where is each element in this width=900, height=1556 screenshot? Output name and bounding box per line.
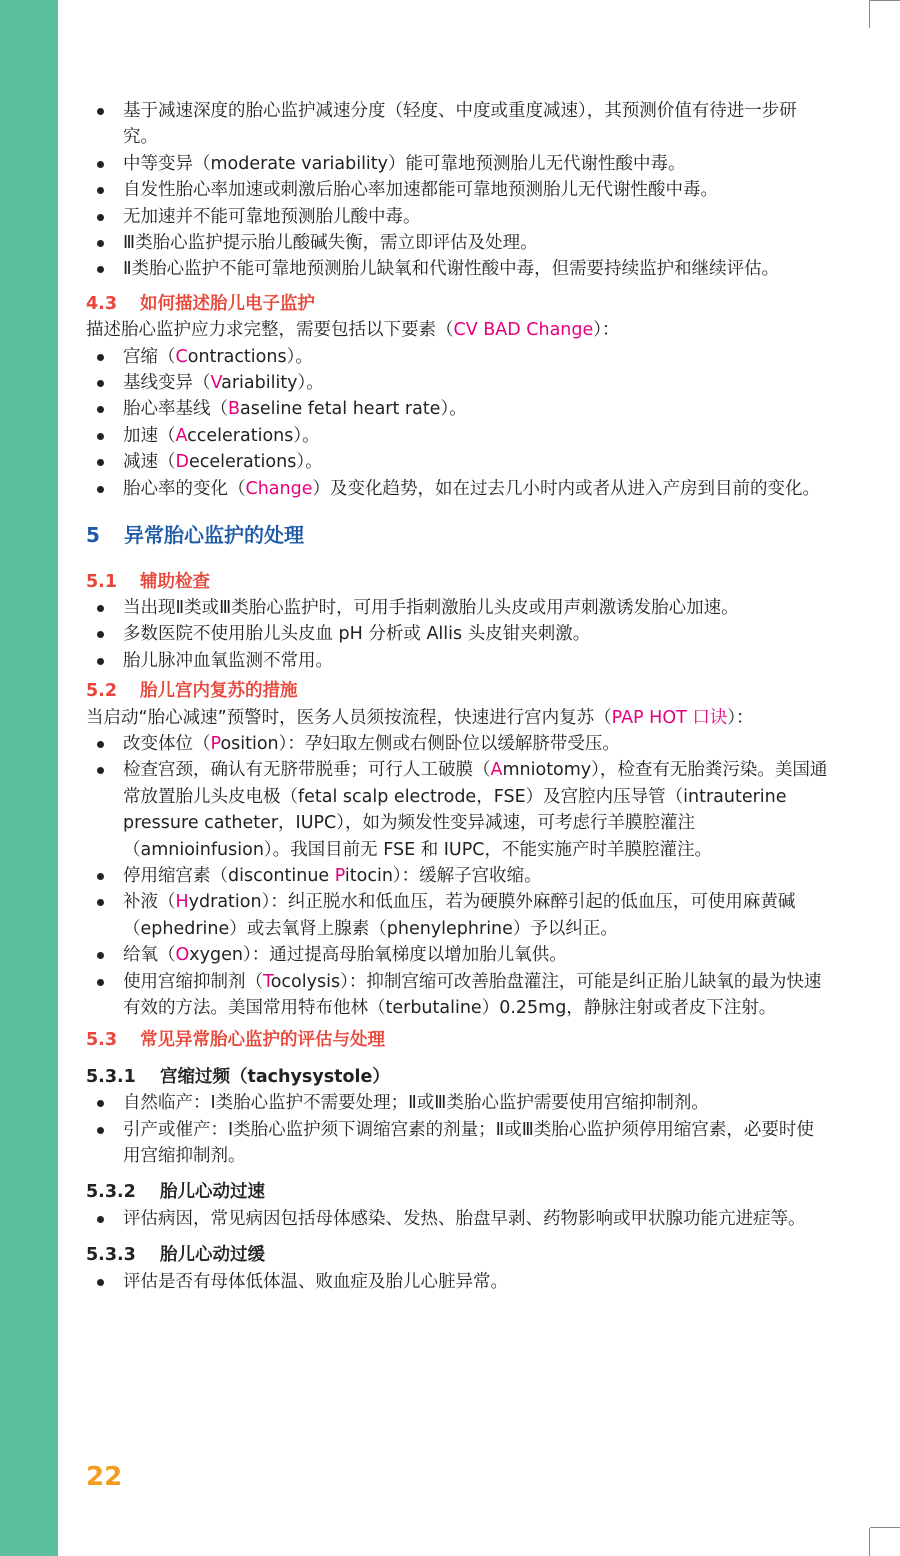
list-item: 加速（Accelerations）。 [86,423,828,449]
crop-mark [869,0,870,28]
section-number: 5.1 [86,571,118,592]
list-item: 减速（Decelerations）。 [86,449,828,475]
list-item: 当出现Ⅱ类或Ⅲ类胎心监护时，可用手指刺激胎儿头皮或用声刺激诱发胎心加速。 [86,595,828,621]
list-item: 多数医院不使用胎儿头皮血 pH 分析或 Allis 头皮钳夹刺激。 [86,621,828,647]
section-heading-5-2 [86,678,828,704]
list-item: 中等变异（moderate variability）能可靠地预测胎儿无代谢性酸中毒。 [86,151,828,177]
section-heading-5-3 [86,1027,828,1053]
section-number: 4.3 [86,293,118,314]
list-item: 自发性胎心率加速或刺激后胎心率加速都能可靠地预测胎儿无代谢性酸中毒。 [86,177,828,203]
page-content [86,98,828,1295]
list-item: 胎儿脉冲血氧监测不常用。 [86,648,828,674]
intro-text: 描述胎心监护应力求完整，需要包括以下要素（ [86,320,454,341]
list-item: 补液（Hydration）：纠正脱水和低血压，若为硬膜外麻醉引起的低血压，可使用麻黄碱（ephedrine）或去氧肾上腺素（phenylephrine）予以纠正。 [86,889,828,942]
list-item: 评估病因，常见病因包括母体感染、发热、胎盘早剥、药物影响或甲状腺功能亢进症等。 [86,1206,828,1232]
section-number: 5.3.3 [86,1245,136,1266]
section-number: 5.3.2 [86,1182,136,1203]
list-item: 引产或催产：Ⅰ类胎心监护须下调缩宫素的剂量；Ⅱ或Ⅲ类胎心监护须停用缩宫素，必要时使用宫缩抑制剂。 [86,1117,828,1170]
subsection-heading-5-3-1 [86,1064,828,1090]
section-title: 辅助检查 [140,571,210,592]
section-number: 5.2 [86,681,118,702]
section-number: 5.3.1 [86,1066,136,1087]
intro-text: 当启动“胎心减速”预警时，医务人员须按流程，快速进行宫内复苏（ [86,707,612,728]
subsection-heading-5-3-3 [86,1242,828,1268]
list-item: 评估是否有母体低体温、败血症及胎儿心脏异常。 [86,1269,828,1295]
page-sidebar-band [0,0,58,1556]
subsection-heading-5-3-2 [86,1179,828,1205]
mnemonic-list [86,731,828,1021]
mnemonic-list [86,344,828,502]
mnemonic: PAP HOT 口诀 [611,707,728,728]
chapter-heading-5 [86,522,828,548]
list-item: Ⅲ类胎心监护提示胎儿酸碱失衡，需立即评估及处理。 [86,230,828,256]
section-title: 胎儿心动过缓 [160,1245,265,1266]
list-item: 检查宫颈，确认有无脐带脱垂；可行人工破膜（Amniotomy），检查有无胎粪污染。美国通常放置胎儿头皮电极（fetal scalp electrode，FSE）及宫腔内压导管（intrauterine pressure catheter，IUPC），如为频发性变异减速，可考虑行羊膜腔灌注（amnioinfusion）。我国目前无 FSE 和 IUPC，不能实施产时羊膜腔灌注。 [86,757,828,863]
section-heading-5-1 [86,569,828,595]
mnemonic: CV BAD Change [453,320,594,341]
list-item: 使用宫缩抑制剂（Tocolysis）：抑制宫缩可改善胎盘灌注，可能是纠正胎儿缺氧的最为快速有效的方法。美国常用特布他林（terbutaline）0.25mg，静脉注射或者皮下注射。 [86,969,828,1022]
list-item: 停用缩宫素（discontinue Pitocin）：缓解子宫收缩。 [86,863,828,889]
bullet-list [86,595,828,674]
section-title: 异常胎心监护的处理 [124,523,304,548]
crop-mark [870,1527,900,1528]
page-number: 22 [86,1462,123,1492]
intro-text: ）： [593,320,620,341]
list-item: 给氧（Oxygen）：通过提高母胎氧梯度以增加胎儿氧供。 [86,942,828,968]
list-item: 宫缩（Contractions）。 [86,344,828,370]
list-item: 自然临产：Ⅰ类胎心监护不需要处理；Ⅱ或Ⅲ类胎心监护需要使用宫缩抑制剂。 [86,1090,828,1116]
section-heading-4-3 [86,291,828,317]
section-intro [86,317,828,343]
intro-text: ）： [727,707,754,728]
list-item: Ⅱ类胎心监护不能可靠地预测胎儿缺氧和代谢性酸中毒，但需要持续监护和继续评估。 [86,256,828,282]
crop-mark [870,0,900,1]
intro-bullet-list [86,98,828,283]
list-item: 胎心率基线（Baseline fetal heart rate）。 [86,396,828,422]
section-title: 宫缩过频（tachysystole） [160,1066,390,1087]
section-number: 5.3 [86,1030,118,1051]
list-item: 胎心率的变化（Change）及变化趋势，如在过去几小时内或者从进入产房到目前的变化。 [86,476,828,502]
crop-mark [869,1528,870,1556]
list-item: 基线变异（Variability）。 [86,370,828,396]
bullet-list [86,1090,828,1169]
list-item: 基于减速深度的胎心监护减速分度（轻度、中度或重度减速），其预测价值有待进一步研究。 [86,98,828,151]
list-item: 改变体位（Position）：孕妇取左侧或右侧卧位以缓解脐带受压。 [86,731,828,757]
bullet-list [86,1269,828,1295]
section-title: 胎儿宫内复苏的措施 [140,681,298,702]
section-title: 胎儿心动过速 [160,1182,265,1203]
section-intro [86,705,828,731]
section-number: 5 [86,523,100,548]
bullet-list [86,1206,828,1232]
section-title: 常见异常胎心监护的评估与处理 [140,1030,385,1051]
list-item: 无加速并不能可靠地预测胎儿酸中毒。 [86,204,828,230]
section-title: 如何描述胎儿电子监护 [140,293,315,314]
